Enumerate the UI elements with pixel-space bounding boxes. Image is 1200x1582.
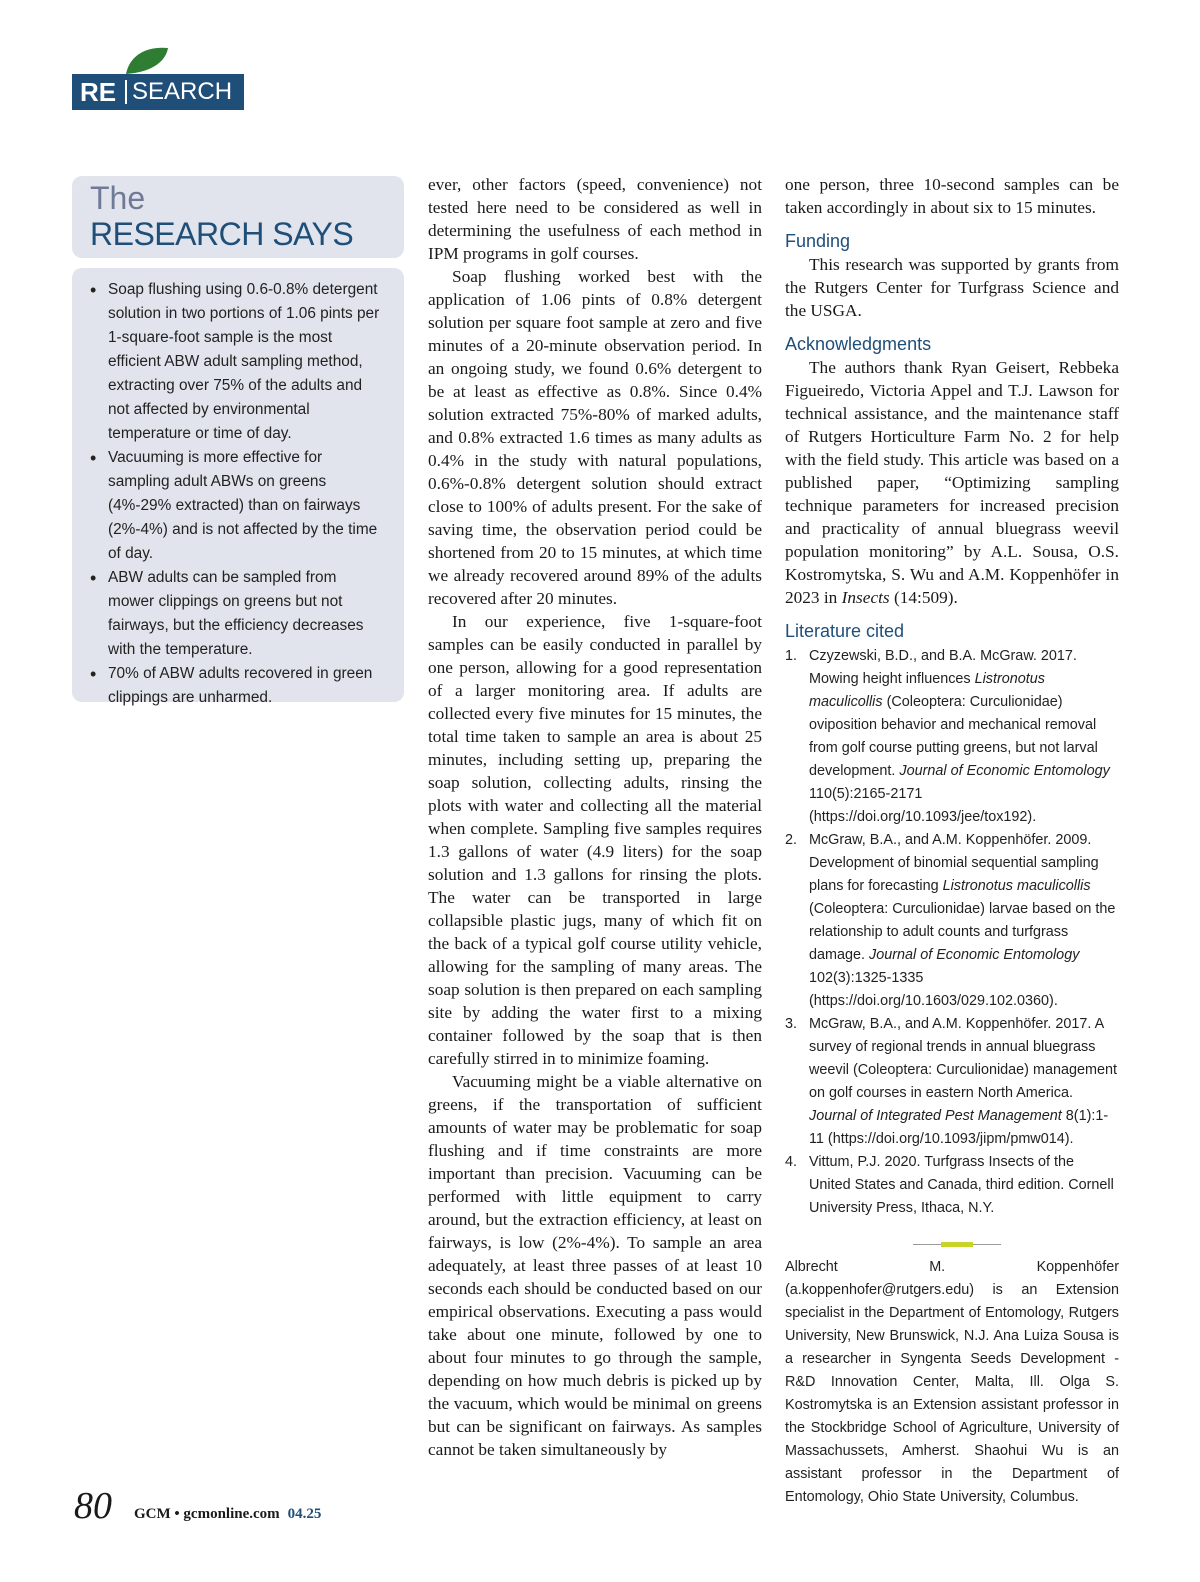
reference-text: 110(5):2165-2171 (https://doi.org/10.1093/jee/tox192). [809,786,1037,825]
research-says-the: The [90,180,146,216]
magazine-name: GCM [134,1506,171,1522]
paragraph: ever, other factors (speed, convenience) not tested here need to be considered as well in determining the usefulness of each method in IPM programs in golf courses. [428,175,762,263]
reference-text: 8(1):1-11 (https://doi.org/10.1093/jipm/pmw014). [809,1108,1109,1147]
research-says-list [90,278,386,710]
reference-text: Czyzewski, B.D., and B.A. McGraw. 2017. Mowing height influences [809,648,1077,687]
ack-text-end: (14:509). [889,588,958,607]
ack-journal: Insects [841,588,890,607]
section-separator [785,1234,1119,1256]
website: • gcmonline.com [170,1506,280,1522]
research-says-title: RESEARCH SAYS [90,216,354,252]
reference-text: 102(3):1325-1335 (https://doi.org/10.1603/029.102.0360). [809,970,1058,1009]
reference-journal: Journal of Integrated Pest Management [809,1108,1062,1124]
research-says-bullet: • Vacuuming is more effective for sampling adult ABWs on greens (4%-29% extracted) than on fairways (2%-4%) and is not affected by the time of day. [90,446,386,566]
reference-number: 4. [785,1154,798,1170]
reference-item [785,829,1119,1013]
article-column-right [785,173,1119,1509]
reference-journal: Journal of Economic Entomology [869,947,1080,963]
reference-item [785,1151,1119,1220]
page-number: 80 [74,1485,112,1527]
page-footer [74,1484,321,1528]
reference-journal: Journal of Economic Entomology [899,763,1110,779]
logo-search-text: SEARCH [132,78,233,105]
reference-number: 2. [785,832,798,848]
research-says-bullet: • Soap flushing using 0.6-0.8% detergent solution in two portions of 1.06 pints per 1-square-foot sample is the most efficient ABW adult sampling method, extracting over 75% of the adults and not affected by environmental temperature or time of day. [90,278,386,446]
research-says-box [72,268,404,706]
article-column-middle [428,173,762,1461]
reference-number: 3. [785,1016,798,1032]
reference-number: 1. [785,648,798,664]
funding-heading: Funding [785,231,851,251]
reference-item [785,645,1119,829]
acknowledgments-heading: Acknowledgments [785,334,932,354]
research-logo [72,46,244,112]
paragraph: Soap flushing worked best with the application of 1.06 pints of 0.8% detergent solution per square foot sample at zero and five minutes of a 20-minute observation period. In an ongoing study, we found 0.6% detergent to be at least as effective as 0.8%. Since 0.4% solution extracted 75%-80% of marked adults, and 0.8% extracted 1.6 times as many adults as 0.4% in the study with natural populations, 0.6%-0.8% detergent solution should extract close to 100% of adults present. For the sake of saving time, the observation period could be shortened from 20 to 15 minutes, at which time we already recovered around 89% of the adults recovered after 20 minutes. [428,267,762,608]
reference-text: McGraw, B.A., and A.M. Koppenhöfer. 2017. A survey of regional trends in annual bluegrass weevil (Coleoptera: Curculionidae) management on golf courses in eastern North America. [809,1016,1117,1101]
paragraph: one person, three 10-second samples can be taken accordingly in about six to 15 minutes. [785,175,1119,217]
literature-heading: Literature cited [785,621,905,641]
logo-divider [125,80,127,104]
reference-text: Vittum, P.J. 2020. Turfgrass Insects of the United States and Canada, third edition. Cornell University Press, Ithaca, N.Y. [809,1154,1114,1216]
funding-paragraph: This research was supported by grants from the Rutgers Center for Turfgrass Science and the USGA. [785,255,1119,320]
research-says-heading [72,176,404,258]
reference-text: McGraw, B.A., and A.M. Koppenhöfer. 2009. Development of binomial sequential sampling plans for forecasting [809,832,1099,894]
research-says-bullet: • ABW adults can be sampled from mower clippings on greens but not fairways, but the efficiency decreases with the temperature. [90,566,386,662]
reference-item [785,1013,1119,1151]
footer-publication [134,1506,280,1523]
paragraph: In our experience, five 1-square-foot samples can be easily conducted in parallel by one person, allowing for a good representation of a larger monitoring area. If adults are collected every five minutes for 15 minutes, the total time taken to sample an area is about 25 minutes, including setting up, preparing the soap solution, collecting adults, rinsing the plots with water and collecting all the material when complete. Sampling five samples requires 1.3 gallons of water (4.9 liters) for the soap solution and 1.3 gallons for rinsing the plots. The water can be transported in large collapsible plastic jugs, many of which fit on the back of a typical golf course utility vehicle, allowing for the sampling of many areas. The soap solution is then prepared on each sampling site by adding the water first to a mixing container followed by the soap that is then carefully stirred in to minimize foaming. [428,612,762,1068]
reference-text: (Coleoptera: Curculionidae) oviposition behavior and mechanical removal from golf course putting greens, but not larval development. [809,694,1098,779]
reference-list [785,645,1119,1220]
reference-text: (Coleoptera: Curculionidae) larvae based on the relationship to adult counts and turfgrass damage. [809,901,1116,963]
logo-re-text: RE [79,76,117,107]
separator-accent [941,1242,973,1247]
author-bio: Albrecht M. Koppenhöfer (a.koppenhofer@rutgers.edu) is an Extension specialist in the Department of Entomology, Rutgers University, New Brunswick, N.J. Ana Luiza Sousa is a researcher in Syngenta Seeds Development - R&D Innovation Center, Malta, Ill. Olga S. Kostromytska is an Extension assistant professor in the Stockbridge School of Agriculture, University of Massachussets, Amherst. Shaohui Wu is an assistant professor in the Department of Entomology, Ohio State University, Columbus. [785,1259,1119,1505]
paragraph: Vacuuming might be a viable alternative on greens, if the transportation of sufficient amounts of water may be problematic for soap flushing and if time constraints are more important than precision. Vacuuming can be performed with little equipment to carry around, but the extraction efficiency, at least on fairways, is low (2%-4%). To sample an area adequately, at least three passes of at least 10 seconds each should be conducted based on our empirical observations. Executing a pass would take about one minute, followed by one to about four minutes to go through the sample, depending on how much debris is picked up by the vacuum, which would be minimal on greens but can be significant on fairways. As samples cannot be taken simultaneously by [428,1072,762,1459]
issue-date: 04.25 [287,1506,322,1522]
reference-species: Listronotus maculicollis [809,671,1045,710]
leaf-icon [126,46,168,74]
reference-species: Listronotus maculicollis [942,878,1091,894]
research-says-bullet: • 70% of ABW adults recovered in green clippings are unharmed. [90,662,386,710]
acknowledgments-paragraph [785,356,1119,609]
ack-text: The authors thank Ryan Geisert, Rebbeka Figueiredo, Victoria Appel and T.J. Lawson for technical assistance, and the maintenance staff of Rutgers Horticulture Farm No. 2 for help with the field study. This article was based on a published paper, “Optimizing sampling technique parameters for increased precision and practicality of annual bluegrass weevil population monitoring” by A.L. Sousa, O.S. Kostromytska, S. Wu and A.M. Koppenhöfer in 2023 in [785,358,1119,607]
